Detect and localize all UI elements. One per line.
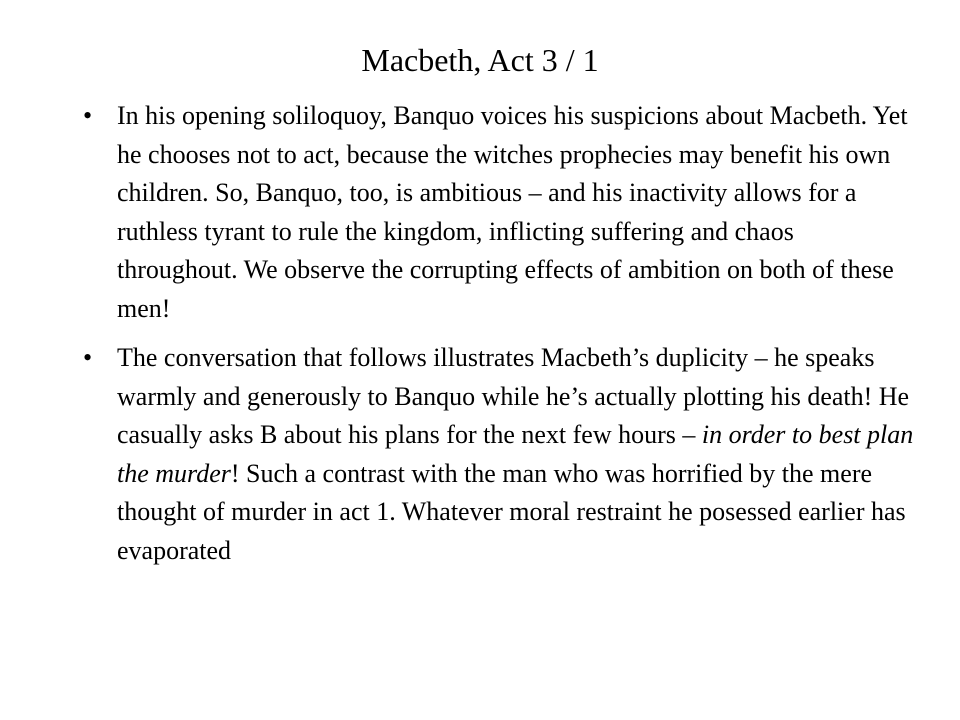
bullet-marker: •: [83, 343, 93, 372]
bullet-text-1: [117, 101, 908, 323]
bullet-text-segment: In his opening soliloquoy, Banquo voices his suspicions about Macbeth. Yet he chooses not to act, because the witches prophecies may benefit his own children. So, Banquo, too, is ambitious – and his inactivity allows for a ruthless tyrant to rule the kingdom, inflicting suffering and chaos throughout. We observe the corrupting effects of ambition on both of these men!: [117, 101, 908, 323]
bullet-text-segment: ! Such a contrast with the man who was horrified by the mere thought of murder in act 1. Whatever moral restraint he posessed earlier has evaporated: [117, 458, 906, 565]
bullet-text-segment: The conversation that follows illustrates Macbeth’s duplicity – he speaks warmly and generously to Banquo while he’s actually plotting his death! He casually asks B about his plans for the next few hours –: [117, 343, 910, 449]
bullet-text-2: [117, 343, 913, 565]
bullet-list: [80, 97, 920, 581]
bullet-text-emphasis: in order to best plan the murder: [117, 420, 914, 488]
bullet-item-2: [80, 339, 920, 570]
slide-title: Macbeth, Act 3 / 1: [361, 42, 599, 78]
bullet-marker: •: [83, 101, 93, 130]
bullet-item-1: [80, 97, 920, 328]
